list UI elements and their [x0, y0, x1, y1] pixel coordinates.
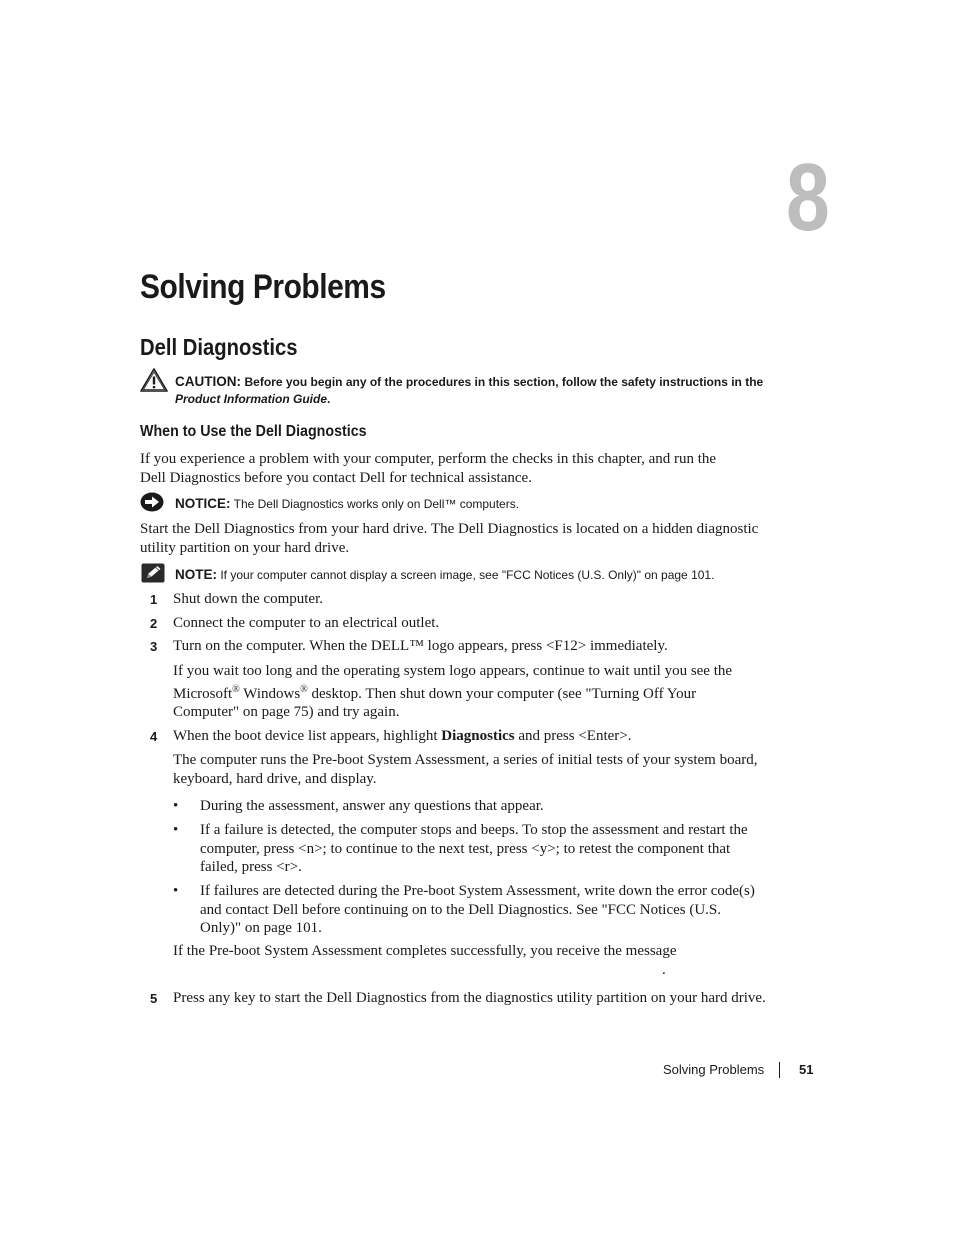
- bullet-line: failed, press <r>.: [200, 859, 302, 875]
- step-text: Connect the computer to an electrical outlet.: [173, 615, 440, 631]
- step-text: Turn on the computer. When the DELL™ logo appears, press <F12> immediately.: [173, 638, 668, 654]
- intro-paragraph: [140, 450, 800, 487]
- section-title: Dell Diagnostics: [140, 334, 298, 360]
- notice-callout: [175, 496, 519, 512]
- bullet-line: If failures are detected during the Pre-boot System Assessment, write down the error code(s): [200, 883, 755, 899]
- bullet-line: If a failure is detected, the computer stops and beeps. To stop the assessment and restart the: [200, 822, 748, 838]
- step-4-detail: [173, 751, 803, 788]
- caution-icon: [140, 368, 168, 392]
- footer-divider: [779, 1062, 780, 1078]
- bullet-line: During the assessment, answer any questions that appear.: [200, 798, 544, 814]
- caution-end: .: [327, 392, 331, 406]
- bullet-mark: •: [173, 822, 179, 838]
- bullet-line: and contact Dell before continuing on to the Dell Diagnostics. See "FCC Notices (U.S.: [200, 901, 722, 918]
- step-3-detail: [173, 662, 803, 722]
- start-line-1: Start the Dell Diagnostics from your hard drive. The Dell Diagnostics is located on a hidden diagnostic: [140, 521, 759, 537]
- footer-section-title: Solving Problems: [663, 1062, 765, 1077]
- bullet-line: Only)" on page 101.: [200, 920, 322, 936]
- bullet-line: computer, press <n>; to continue to the next test, press <y>; to retest the component that: [200, 840, 731, 857]
- subsection-title: When to Use the Dell Diagnostics: [140, 423, 367, 440]
- notice-text: The Dell Diagnostics works only on Dell™ computers.: [233, 497, 520, 511]
- start-line-2: utility partition on your hard drive.: [140, 539, 350, 556]
- diagnostics-option: Diagnostics: [441, 728, 515, 744]
- completion-end: .: [662, 962, 666, 978]
- caution-label: CAUTION:: [175, 374, 241, 389]
- note-callout: [175, 567, 714, 583]
- caution-guide-title: Product Information Guide: [175, 392, 327, 406]
- step-number: 5: [150, 991, 158, 1006]
- bullet-mark: •: [173, 883, 179, 899]
- step-3-detail-line-2: Microsoft® Windows® desktop. Then shut down your computer (see "Turning Off Your: [173, 683, 697, 702]
- chapter-title: Solving Problems: [140, 268, 386, 306]
- caution-text: Before you begin any of the procedures in this section, follow the safety instructions in the: [244, 375, 764, 389]
- step-number: 3: [150, 639, 158, 654]
- step-4-detail-line-1: The computer runs the Pre-boot System Assessment, a series of initial tests of your system board,: [173, 752, 758, 768]
- step-text: Press any key to start the Dell Diagnostics from the diagnostics utility partition on your hard drive.: [173, 990, 766, 1006]
- page-number: 51: [799, 1062, 814, 1077]
- step-3-detail-line-3: Computer" on page 75) and try again.: [173, 704, 400, 720]
- step-number: 2: [150, 616, 158, 631]
- step-number: 4: [150, 729, 158, 744]
- intro-line-2: Dell Diagnostics before you contact Dell for technical assistance.: [140, 469, 532, 486]
- step-3-detail-line-1: If you wait too long and the operating system logo appears, continue to wait until you see the: [173, 663, 733, 679]
- bullet-mark: •: [173, 798, 179, 814]
- caution-callout: [175, 373, 795, 408]
- step-text: When the boot device list appears, highlight Diagnostics and press <Enter>.: [173, 728, 632, 744]
- note-text: If your computer cannot display a screen image, see "FCC Notices (U.S. Only)" on page 101.: [220, 568, 715, 582]
- start-paragraph: [140, 520, 810, 557]
- notice-icon: [140, 492, 164, 512]
- note-icon: [141, 563, 165, 583]
- chapter-number: 8: [786, 144, 830, 251]
- step-text: Shut down the computer.: [173, 591, 323, 607]
- step-4-detail-line-2: keyboard, hard drive, and display.: [173, 770, 377, 787]
- intro-line-1: If you experience a problem with your computer, perform the checks in this chapter, and run the: [140, 451, 717, 467]
- step-number: 1: [150, 592, 158, 607]
- note-label: NOTE:: [175, 567, 217, 582]
- completion-text: If the Pre-boot System Assessment completes successfully, you receive the message: [173, 943, 677, 959]
- notice-label: NOTICE:: [175, 496, 231, 511]
